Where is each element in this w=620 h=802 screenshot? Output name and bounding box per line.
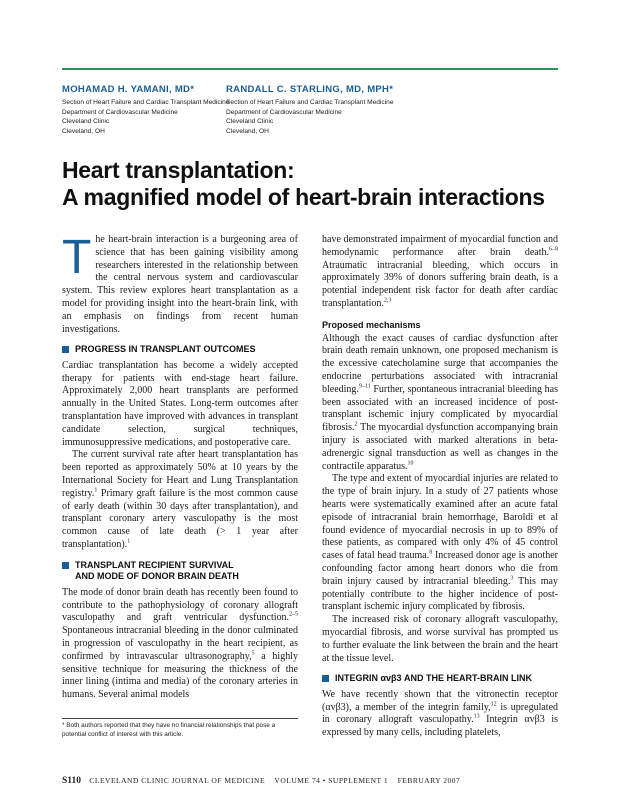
paragraph: The type and extent of myocardial injuries are related to the type of brain injury. In a study of 27 patients whose hearts were systematically examined after an acute fatal episode of intracranial brain hemorrhage, Baroldi et al found evidence of myocardial necrosis in up to 89% of these patients, as compared with only 4% of 45 control cases of fatal head trauma.$^8$ Increased donor age is another confounding factor among heart donors who die from brain injury caused by intracranial bleeding.$^3$ This may potentially contribute to the higher incidence of post-transplant ischemic injury complicated by fibrosis. — [322, 473, 558, 613]
paragraph: have demonstrated impairment of myocardial function and hemodynamic performance after brain death.$^{6-8}$ Atraumatic intracranial bleeding, which occurs in approximately 39% of donors suffering brain death, is a potential independent risk factor for death after cardiac transplantation.$^{2,3}$ — [322, 234, 558, 309]
author-name: MOHAMAD H. YAMANI, MD* — [62, 84, 195, 95]
square-bullet-icon — [62, 562, 69, 569]
citation: 5 — [251, 650, 255, 657]
paragraph: The current survival rate after heart transplantation has been reported as approximately 50% at 10 years by the International Society for Heart and Lung Transplantation registry.$^1$ Primary graft failure is the most common cause of early death (within 30 days after transplantation), and transplant coronary artery vasculopathy is the most common cause of late death (> 1 year after transplantation).$^1$ — [62, 449, 298, 551]
page-number: S110 — [62, 776, 82, 786]
citation: 3 — [510, 575, 514, 582]
drop-cap: T — [62, 231, 92, 284]
author-affiliation-line: Section of Heart Failure and Cardiac Transplant Medicine — [62, 99, 230, 106]
paragraph: Although the exact causes of cardiac dysfunction after brain death remain unknown, one proposed mechanism is the excessive catecholamine surge that accompanies the endocrine perturbations associated with intracranial bleeding.$^{9-11}$ Further, spontaneous intracranial bleeding has been associated with an increased incidence of post-transplant ischemic injury complicated by myocardial fibrosis.$^2$ The myocardial dysfunction accompanying brain injury is associated with marked alterations in beta-adrenergic signal transduction as well as changes in the contractile apparatus.$^{10}$ — [322, 332, 558, 472]
citation: 2,3 — [383, 297, 392, 304]
paragraph: Cardiac transplantation has become a widely accepted therapy for patients with end-stage heart failure. Approximately 2,000 heart transplants are performed annually in the United States. Long-term outcomes after transplantation have improved with advances in transplant candidate selection, surgical techniques, immunosuppressive medications, and postoperative care. — [62, 359, 298, 448]
author-affiliation-line: Cleveland Clinic — [226, 118, 274, 126]
issue-date: FEBRUARY 2007 — [397, 776, 461, 785]
citation: 12 — [490, 701, 497, 708]
right-column — [322, 234, 558, 740]
title-line-1: Heart transplantation: — [62, 157, 295, 183]
citation: 2–5 — [289, 612, 298, 619]
paragraph: We have recently shown that the vitronectin receptor (αvβ3), a member of the integrin family,$^{12}$ is upregulated in coronary allograft vasculopathy.$^{13}$ Integrin αvβ3 is expressed by many cells, including platelets, — [322, 688, 559, 739]
citation: 9–11 — [358, 383, 371, 390]
left-column — [62, 231, 298, 702]
author-name: RANDALL C. STARLING, MD, MPH* — [226, 84, 394, 95]
intro-paragraph: The heart-brain interaction is a burgeoning area of science that has been gaining visibility among researchers interested in the relationship between the central nervous system and cardiovascular system. This review explores heart transplantation as a model for providing insight into the heart-brain link, with an emphasis on findings from recent human investigations. — [62, 231, 298, 335]
author-affiliation-line: Cleveland Clinic — [62, 118, 110, 126]
author-block-2 — [226, 84, 394, 136]
citation: 6–8 — [549, 246, 558, 253]
article-title — [62, 157, 545, 211]
citation: 1 — [94, 487, 98, 494]
author-affiliation-line: Section of Heart Failure and Cardiac Transplant Medicine — [226, 99, 394, 106]
author-affiliation-line: Department of Cardiovascular Medicine — [62, 108, 178, 116]
page-footer — [62, 776, 460, 786]
section-heading-donor-brain-death: TRANSPLANT RECIPIENT SURVIVAL AND MODE OF DONOR BRAIN DEATH — [62, 560, 298, 583]
section-heading-integrin: INTEGRIN αvβ3 AND THE HEART-BRAIN LINK — [322, 673, 558, 685]
paragraph: The increased risk of coronary allograft vasculopathy, myocardial fibrosis, and worse survival has prompted us to further evaluate the link between the brain and the heart at the tissue level. — [322, 614, 558, 664]
title-line-2: A magnified model of heart-brain interactions — [62, 184, 545, 210]
journal-name: CLEVELAND CLINIC JOURNAL OF MEDICINE — [89, 776, 266, 785]
citation: 10 — [407, 460, 414, 467]
citation: 8 — [429, 549, 433, 556]
citation: 2 — [354, 421, 358, 428]
volume-info: VOLUME 74 • SUPPLEMENT 1 — [274, 776, 389, 785]
section-heading-outcomes: PROGRESS IN TRANSPLANT OUTCOMES — [62, 344, 298, 356]
author-affiliation-line: Cleveland, OH — [62, 127, 105, 135]
citation: 13 — [473, 714, 480, 721]
square-bullet-icon — [62, 346, 69, 353]
subsection-heading-mechanisms: Proposed mechanisms — [322, 319, 421, 330]
author-affiliation-line: Department of Cardiovascular Medicine — [226, 108, 342, 116]
paragraph: The mode of donor brain death has recently been found to contribute to the pathophysiology of coronary allograft vasculopathy and graft ventricular dysfunction.$^{2-5}$ Spontaneous intracranial bleeding in the donor culminated in progression of vasculopathy in the heart recipient, as confirmed by intravascular ultrasonography,$^5$ a highly sensitive technique for measuring the thickness of the inner lining (intima and media) of the coronary arteries in humans. Several animal models — [62, 586, 298, 701]
top-rule — [62, 68, 558, 70]
author-affiliation-line: Cleveland, OH — [226, 127, 269, 135]
citation: 1 — [127, 538, 131, 545]
square-bullet-icon — [322, 675, 329, 682]
footnote: * Both authors reported that they have no financial relationships that pose a potential conflict of interest with this article. — [62, 718, 298, 739]
author-block-1 — [62, 84, 230, 136]
